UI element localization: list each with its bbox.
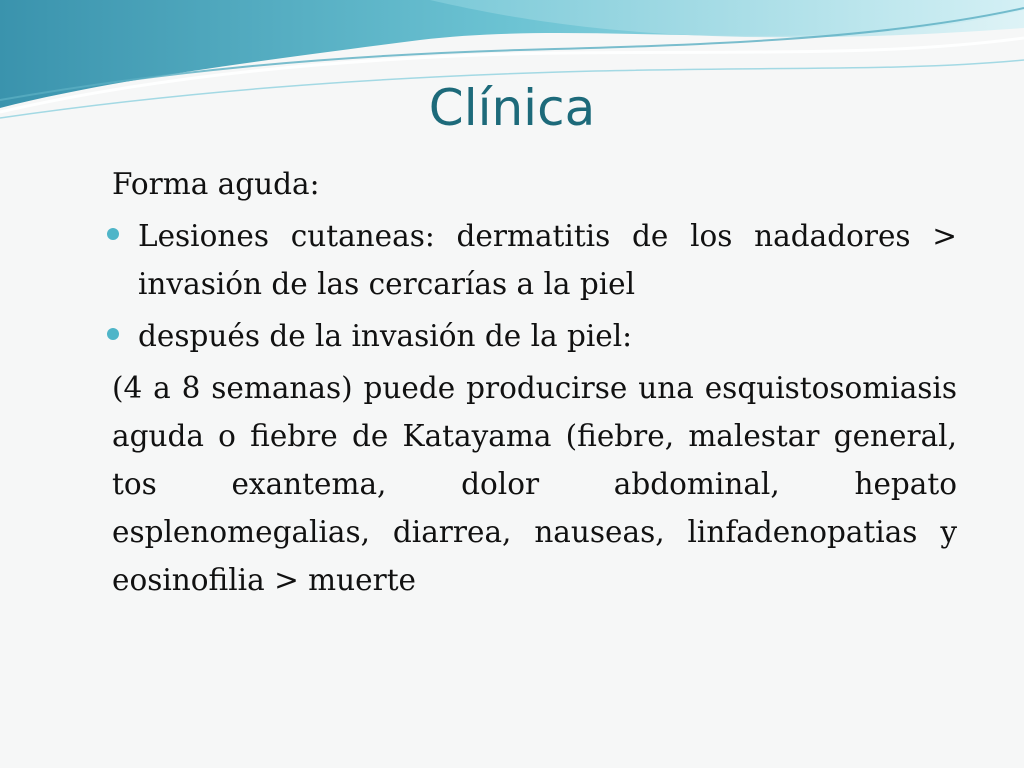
bullet-dot-icon bbox=[107, 228, 119, 240]
slide-title: Clínica bbox=[428, 79, 596, 137]
bullet-text: después de la invasión de la piel: bbox=[138, 319, 633, 353]
bullet-item bbox=[107, 212, 957, 308]
body-paragraph: (4 a 8 semanas) puede producirse una esquistosomiasis aguda o fiebre de Katayama (fiebre, malestar general, tos exantema, dolor abdominal, hepato esplenomegalias, diarrea, nauseas, linfadenopatias y eosinofilia > muerte bbox=[112, 371, 957, 597]
bullet-dot-icon bbox=[107, 328, 119, 340]
bullet-text: Lesiones cutaneas: dermatitis de los nadadores > invasión de las cercarías a la piel bbox=[138, 219, 957, 301]
bullet-item bbox=[107, 312, 957, 360]
subheading: Forma aguda: bbox=[112, 167, 320, 201]
slide-body bbox=[112, 160, 957, 604]
